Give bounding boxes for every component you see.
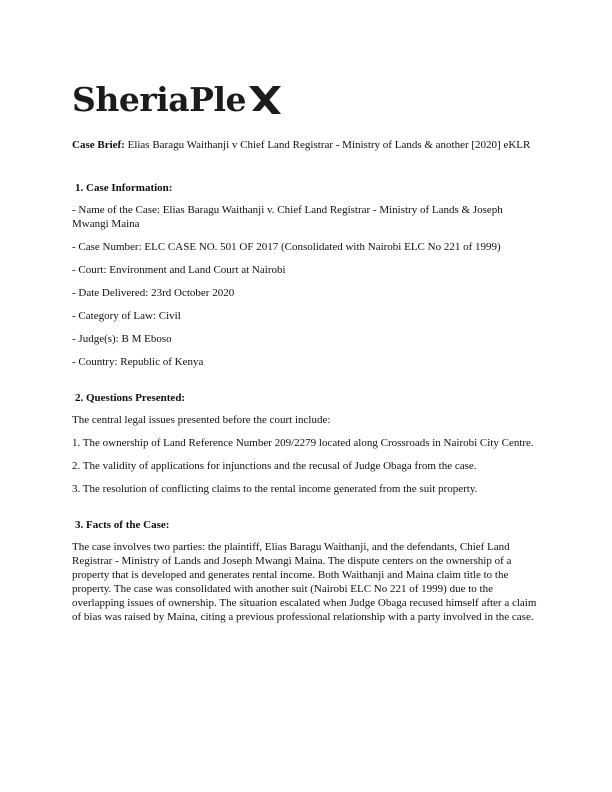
- facts-paragraph: The case involves two parties: the plaintiff, Elias Baragu Waithanji, and the defendants, Chief Land Registrar - Ministry of Lands and Joseph Mwangi Maina. The dispute centers on the ownership of a property that is developed and generates rental income. Both Waithanji and Maina claim title to the property. The case was consolidated with another suit (Nairobi ELC No 221 of 1999) due to the overlapping issues of ownership. The situation escalated when Judge Obaga recused himself after a claim of bias was raised by Maina, citing a previous professional relationship with a party involved in the case.: [72, 541, 537, 623]
- question-item: 1. The ownership of Land Reference Number 209/2279 located along Crossroads in Nairobi City Centre.: [72, 437, 534, 449]
- sheriaplex-logo: [72, 80, 542, 120]
- section-questions-presented: [72, 391, 542, 496]
- judges: - Judge(s): B M Eboso: [72, 333, 172, 345]
- logo-wordmark: SheriaPle: [72, 80, 246, 119]
- logo-x-icon: [247, 83, 283, 117]
- section-facts: [72, 518, 542, 624]
- section-heading: 1. Case Information:: [75, 182, 173, 194]
- questions-intro: The central legal issues presented before the court include:: [72, 414, 331, 426]
- court: - Court: Environment and Land Court at Nairobi: [72, 264, 286, 276]
- category-of-law: - Category of Law: Civil: [72, 310, 181, 322]
- document-page: [72, 80, 542, 646]
- case-brief-title: [72, 138, 542, 152]
- question-item: 3. The resolution of conflicting claims to the rental income generated from the suit property.: [72, 483, 478, 495]
- question-item: 2. The validity of applications for injunctions and the recusal of Judge Obaga from the case.: [72, 460, 477, 472]
- date-delivered: - Date Delivered: 23rd October 2020: [72, 287, 235, 299]
- section-case-information: [72, 181, 542, 369]
- case-number: - Case Number: ELC CASE NO. 501 OF 2017 (Consolidated with Nairobi ELC No 221 of 1999): [72, 241, 501, 253]
- section-heading: 3. Facts of the Case:: [75, 519, 170, 531]
- case-name: - Name of the Case: Elias Baragu Waithanji v. Chief Land Registrar - Ministry of Lands & Joseph Mwangi Maina: [72, 204, 503, 230]
- section-heading: 2. Questions Presented:: [75, 392, 186, 404]
- case-brief-label: Case Brief:: [72, 139, 125, 151]
- case-brief-text: Elias Baragu Waithanji v Chief Land Registrar - Ministry of Lands & another [2020] eKLR: [127, 139, 531, 151]
- country: - Country: Republic of Kenya: [72, 356, 204, 368]
